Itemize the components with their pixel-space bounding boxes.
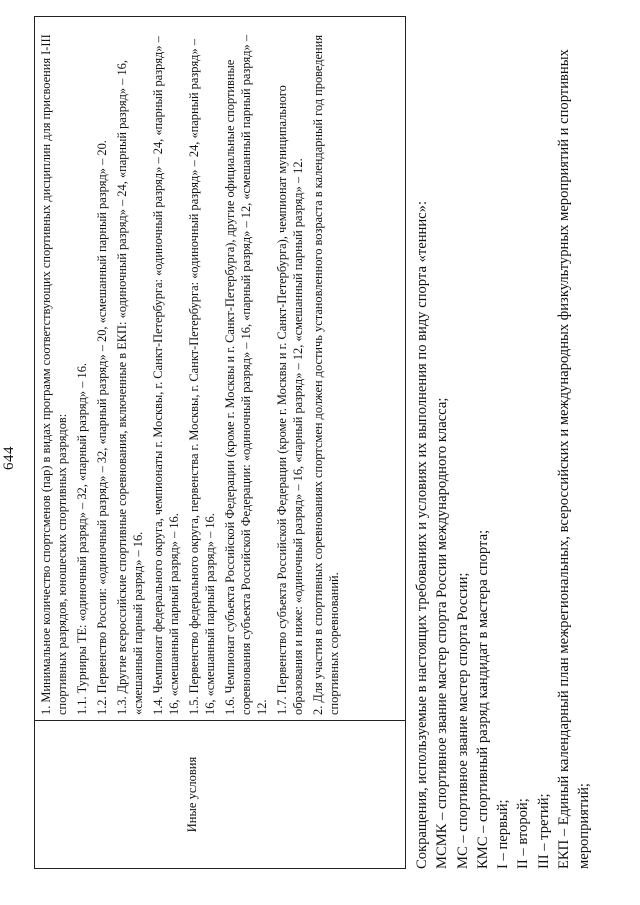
abbreviations-intro: Сокращения, используемые в настоящих требованиях и условиях их выполнения по виду спорта «теннис»: bbox=[414, 201, 430, 869]
abbreviation-item: МСМК – спортивное звание мастер спорта России международного класса; bbox=[434, 397, 451, 869]
condition-item: 1.1. Турниры ТЕ: «одиночный разряд» – 32, «парный разряд» – 16. bbox=[75, 362, 89, 715]
abbreviation-item: МС – спортивное звание мастер спорта России; bbox=[454, 572, 471, 869]
condition-item: 1.4. Чемпионат федерального округа, чемпионаты г. Москвы, г. Санкт-Петербурга: «одиночный разряд» – 24, «парный разряд» – 16, «смешанный парный разряд» – 16. bbox=[151, 36, 181, 715]
condition-item: 1.3. Другие всероссийские спортивные соревнования, включенные в ЕКП: «одиночный разряд» – 24, «парный разряд» – 16, «смешанный парный разряд» – 16. bbox=[115, 60, 145, 715]
abbreviation-item: III – третий; bbox=[535, 793, 552, 869]
condition-item: 1. Минимальное количество спортсменов (пар) в видах программ соответствующих спортивных дисциплин для присвоения I-III спортивных разрядов, юношеских спортивных разрядов: bbox=[39, 34, 69, 715]
abbreviation-item: II – второй; bbox=[515, 798, 532, 869]
condition-item: 1.6. Чемпионат субъекта Российской Федерации (кроме г. Москвы и г. Санкт-Петербурга), другие официальные спортивные соревнования субъекта Российской Федерации: «одиночный разряд» – 16, «парный разряд» – 12, «смешанный парный разряд» – 12. bbox=[223, 34, 269, 715]
abbreviation-item: КМС – спортивный разряд кандидат в мастера спорта; bbox=[474, 529, 491, 869]
condition-item: 1.5. Первенство федерального округа, первенства г. Москвы, г. Санкт-Петербурга: «одиночный разряд» – 24, «парный разряд» – 16, «смешанный парный разряд» – 16. bbox=[187, 39, 217, 715]
abbreviations-section bbox=[412, 19, 595, 869]
abbreviation-item: ЕКП – Единый календарный план межрегиональных, всероссийских и международных физкультурных мероприятий и спортивных мероприятий; bbox=[556, 49, 593, 869]
conditions-table bbox=[34, 16, 406, 869]
condition-item: 2. Для участия в спортивных соревнованиях спортсмен должен достичь установленного возраста в календарный год проведения спортивных соревнований. bbox=[311, 34, 341, 715]
condition-item: 1.7. Первенство субъекта Российской Федерации (кроме г. Москвы и г. Санкт-Петербурга), чемпионат муниципального образования и ниже: «одиночный разряд» – 16, «парный разряд» – 12, «смешанный парный разряд» – 12. bbox=[275, 85, 305, 715]
abbreviation-item: I – первый; bbox=[495, 799, 512, 869]
condition-item: 1.2. Первенство России: «одиночный разряд» – 32, «парный разряд» – 20, «смешанный парный разряд» – 20. bbox=[95, 140, 109, 715]
table-content-cell bbox=[35, 17, 406, 721]
table-label-cell bbox=[35, 721, 406, 869]
table-label: Иные условия bbox=[185, 756, 199, 833]
page-number: 644 bbox=[1, 446, 17, 470]
table-row bbox=[35, 17, 406, 869]
